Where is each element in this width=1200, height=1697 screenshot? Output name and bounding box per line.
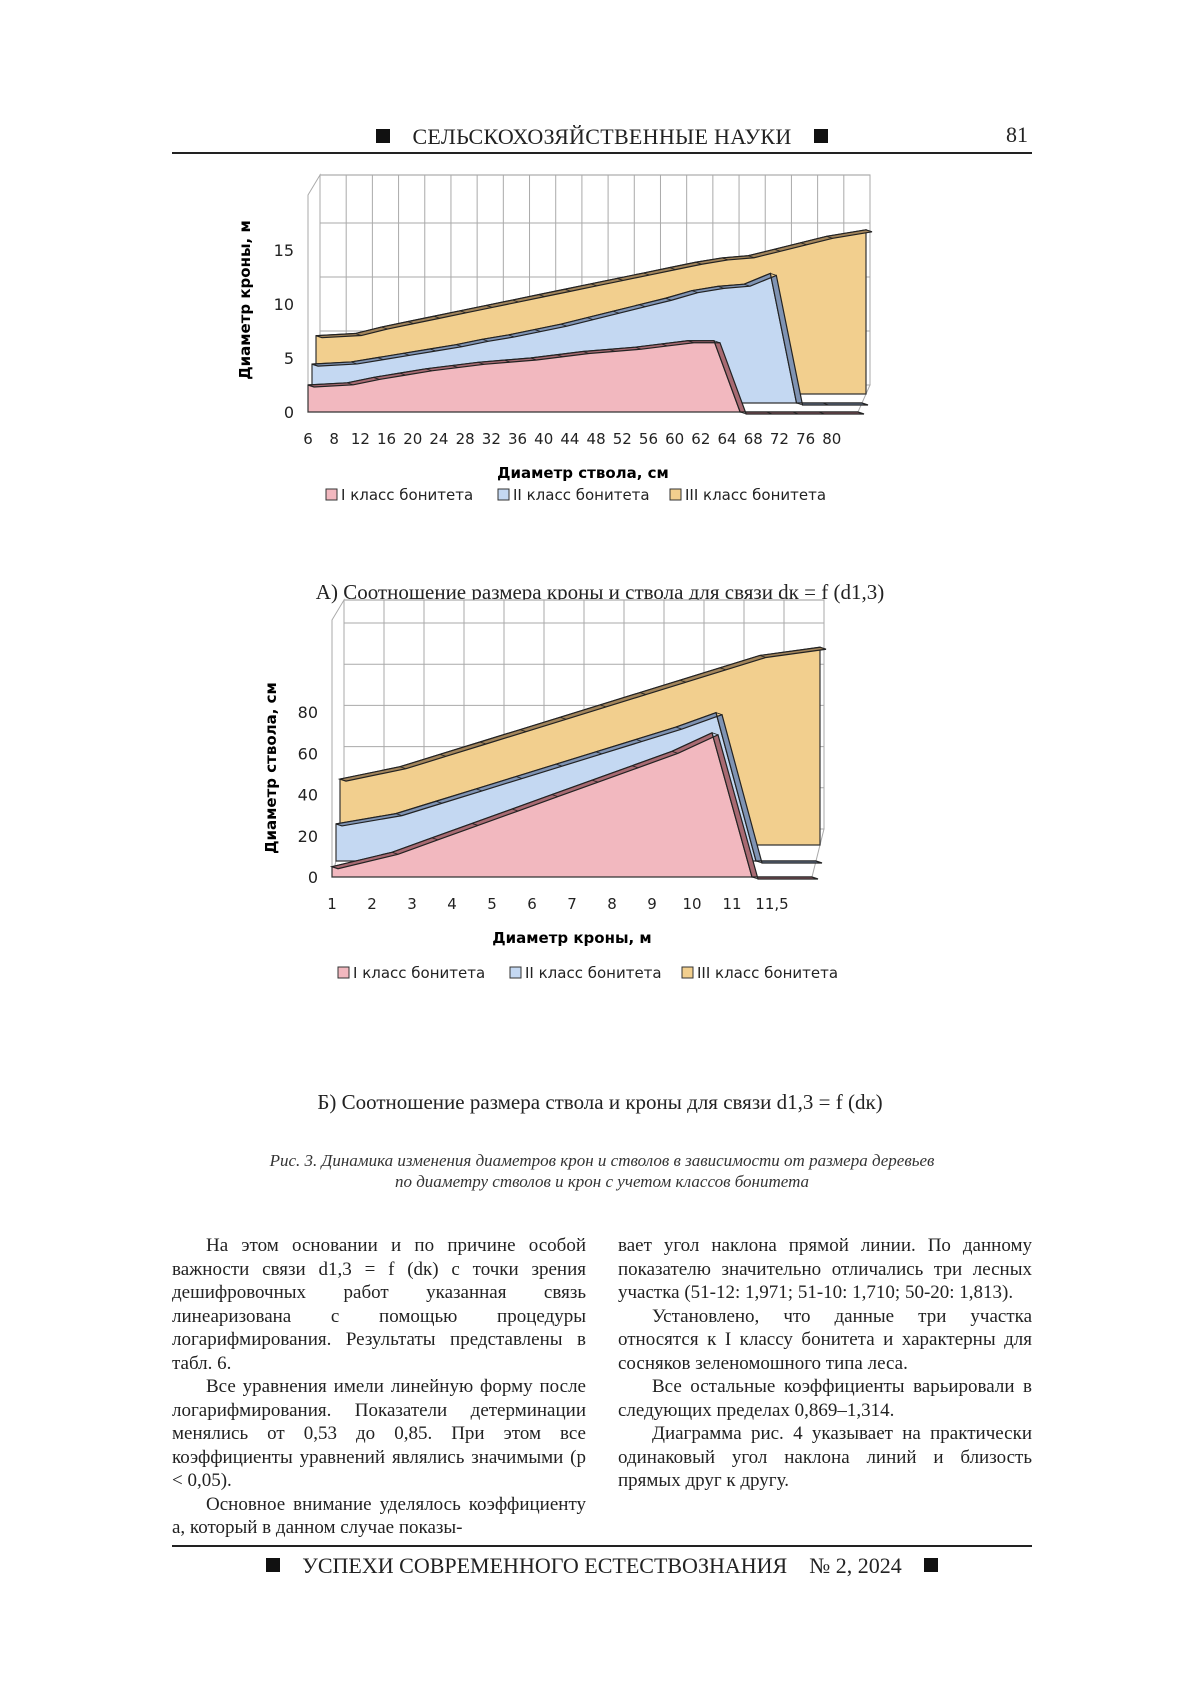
journal-section: СЕЛЬСКОХОЗЯЙСТВЕННЫЕ НАУКИ xyxy=(412,124,791,149)
x-tick-label: 52 xyxy=(613,430,632,448)
legend-label: I класс бонитета xyxy=(341,486,473,504)
x-tick-label: 8 xyxy=(329,430,339,448)
y-axis-title: Диаметр ствола, см xyxy=(262,682,280,854)
y-tick-label: 60 xyxy=(298,744,318,763)
footer-journal: УСПЕХИ СОВРЕМЕННОГО ЕСТЕСТВОЗНАНИЯ xyxy=(302,1553,787,1578)
chart-b xyxy=(0,0,1200,1100)
legend-swatch xyxy=(510,967,521,978)
legend-label: II класс бонитета xyxy=(513,486,650,504)
x-tick-label: 60 xyxy=(665,430,684,448)
x-tick-label: 48 xyxy=(587,430,606,448)
x-tick-label: 11,5 xyxy=(755,895,788,913)
figure-caption xyxy=(172,1150,1032,1192)
legend-label: III класс бонитета xyxy=(685,486,826,504)
x-tick-label: 32 xyxy=(482,430,501,448)
x-tick-label: 5 xyxy=(487,895,497,913)
x-tick-label: 24 xyxy=(429,430,448,448)
x-tick-label: 8 xyxy=(607,895,617,913)
x-tick-label: 2 xyxy=(367,895,377,913)
y-tick-label: 0 xyxy=(284,403,294,422)
x-tick-label: 1 xyxy=(327,895,337,913)
x-tick-label: 9 xyxy=(647,895,657,913)
paragraph: Установлено, что данные три участка относятся к I классу бонитета и характерны для сосняков зеленомошного типа леса. xyxy=(618,1305,1032,1376)
paragraph: Все уравнения имели линейную форму после логарифмирования. Показатели детерминации менялись от 0,53 до 0,85. При этом все коэффициенты уравнений являлись значимыми (p < 0,05). xyxy=(172,1375,586,1493)
legend-swatch xyxy=(338,967,349,978)
x-tick-label: 36 xyxy=(508,430,527,448)
footer-issue: № 2, 2024 xyxy=(809,1553,902,1578)
paragraph: вает угол наклона прямой линии. По данному показателю значительно отличались три лесных участка (51-12: 1,971; 51-10: 1,710; 50-20: 1,813). xyxy=(618,1234,1032,1305)
x-tick-label: 64 xyxy=(718,430,737,448)
y-tick-label: 15 xyxy=(274,241,294,260)
figure-caption-line2: по диаметру стволов и крон с учетом классов бонитета xyxy=(172,1171,1032,1192)
x-tick-label: 72 xyxy=(770,430,789,448)
x-tick-label: 6 xyxy=(527,895,537,913)
x-tick-label: 80 xyxy=(822,430,841,448)
legend-label: I класс бонитета xyxy=(353,964,485,982)
y-axis-title: Диаметр кроны, м xyxy=(236,220,254,379)
x-tick-label: 12 xyxy=(351,430,370,448)
caption-a: А) Соотношение размера кроны и ствола для связи dк = f (d1,3) xyxy=(0,580,1200,605)
paragraph: Все остальные коэффициенты варьировали в следующих пределах 0,869–1,314. xyxy=(618,1375,1032,1422)
right-column xyxy=(618,1234,1032,1493)
page-number: 81 xyxy=(1006,122,1028,148)
paragraph: На этом основании и по причине особой важности связи d1,3 = f (dк) с точки зрения дешифровочных работ указанная связь линеаризована с помощью процедуры логарифмирования. Результаты представлены в табл. 6. xyxy=(172,1234,586,1375)
paragraph: Диаграмма рис. 4 указывает на практически одинаковый угол наклона линий и близость прямых друг к другу. xyxy=(618,1422,1032,1493)
x-tick-label: 56 xyxy=(639,430,658,448)
y-tick-label: 5 xyxy=(284,349,294,368)
figure-caption-line1: Рис. 3. Динамика изменения диаметров крон и стволов в зависимости от размера деревьев xyxy=(172,1150,1032,1171)
x-axis-title: Диаметр ствола, см xyxy=(497,464,669,482)
x-tick-label: 3 xyxy=(407,895,417,913)
square-bullet-icon xyxy=(266,1558,280,1572)
y-tick-label: 40 xyxy=(298,786,318,805)
x-tick-label: 28 xyxy=(456,430,475,448)
legend-swatch xyxy=(682,967,693,978)
y-tick-label: 80 xyxy=(298,703,318,722)
x-tick-label: 20 xyxy=(403,430,422,448)
x-tick-label: 10 xyxy=(682,895,701,913)
x-tick-label: 7 xyxy=(567,895,577,913)
left-column xyxy=(172,1234,586,1540)
y-tick-label: 0 xyxy=(308,868,318,887)
x-tick-label: 62 xyxy=(691,430,710,448)
legend-label: III класс бонитета xyxy=(697,964,838,982)
x-tick-label: 44 xyxy=(560,430,579,448)
x-axis-title: Диаметр кроны, м xyxy=(492,929,651,947)
x-tick-label: 16 xyxy=(377,430,396,448)
x-tick-label: 40 xyxy=(534,430,553,448)
y-tick-label: 10 xyxy=(274,295,294,314)
x-tick-label: 11 xyxy=(722,895,741,913)
y-tick-label: 20 xyxy=(298,827,318,846)
square-bullet-icon xyxy=(924,1558,938,1572)
x-tick-label: 68 xyxy=(744,430,763,448)
caption-b: Б) Соотношение размера ствола и кроны для связи d1,3 = f (dк) xyxy=(0,1090,1200,1115)
x-tick-label: 4 xyxy=(447,895,457,913)
running-footer xyxy=(172,1545,1032,1579)
x-tick-label: 76 xyxy=(796,430,815,448)
paragraph: Основное внимание уделялось коэффициенту а, который в данном случае показы- xyxy=(172,1493,586,1540)
x-tick-label: 6 xyxy=(303,430,313,448)
legend-label: II класс бонитета xyxy=(525,964,662,982)
page xyxy=(0,0,1200,1697)
